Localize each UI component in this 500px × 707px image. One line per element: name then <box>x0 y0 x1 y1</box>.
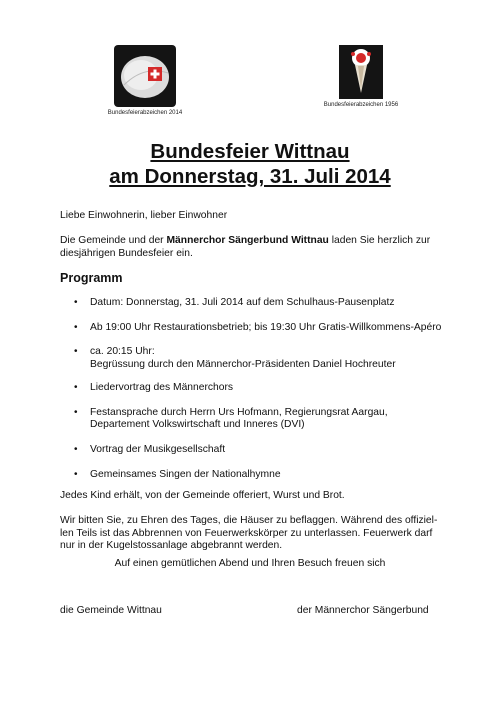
bullet-icon: • <box>74 297 78 308</box>
badge-2014-caption: Bundesfeierabzeichen 2014 <box>107 110 183 116</box>
intro-after: laden Sie herzlich zur diesjährigen Bundesfeier ein. <box>60 235 431 259</box>
closing-line: Auf einen gemütlichen Abend und Ihren Besuch freuen sich <box>114 558 386 569</box>
list-item-text-2: Begrüssung durch den Männerchor-Präsidenten Daniel Hochreuter <box>90 358 396 370</box>
list-item-text: ca. 20:15 Uhr: <box>90 346 155 357</box>
request-line-2: len Teils ist das Abbrennen von Feuerwerkskörper zu unterlassen. Feuerwerk darf <box>60 527 433 539</box>
list-item <box>60 469 452 482</box>
badge-1956-caption: Bundesfeierabzeichen 1956 <box>323 102 399 108</box>
list-item <box>60 322 452 335</box>
bullet-icon: • <box>74 321 78 333</box>
bullet-icon: • <box>74 443 78 455</box>
title-line-1: Bundesfeier Wittnau <box>150 140 350 163</box>
list-item-text: Vortrag der Musikgesellschaft <box>90 443 226 455</box>
request-paragraph <box>60 515 452 553</box>
bullet-icon: • <box>74 346 78 357</box>
programm-heading: Programm <box>60 271 123 285</box>
signature-left: die Gemeinde Wittnau <box>60 605 162 616</box>
greeting: Liebe Einwohnerin, lieber Einwohner <box>60 210 228 221</box>
list-item-text: Ab 19:00 Uhr Restaurationsbetrieb; bis 19:30 Uhr Gratis-Willkommens-Apéro <box>90 321 442 333</box>
badge-2014-image <box>114 45 176 107</box>
list-item-text: Datum: Donnerstag, 31. Juli 2014 auf dem Schulhaus-Pausenplatz <box>90 297 395 308</box>
list-item <box>60 407 452 432</box>
programm-list <box>60 297 452 482</box>
signature-right: der Männerchor Sängerbund <box>297 605 429 616</box>
badge-1956 <box>302 45 420 108</box>
intro-bold: Männerchor Sängerbund Wittnau <box>166 235 329 246</box>
footnote: Jedes Kind erhält, von der Gemeinde offeriert, Wurst und Brot. <box>60 490 345 501</box>
bullet-icon: • <box>74 406 78 418</box>
bullet-icon: • <box>74 382 78 393</box>
request-line-1: Wir bitten Sie, zu Ehren des Tages, die Häuser zu beflaggen. Während des offiziel- <box>60 515 438 526</box>
list-item <box>60 346 452 371</box>
list-item-text-2: Departement Volkswirtschaft und Inneres (DVI) <box>90 419 305 430</box>
badge-2014 <box>85 45 205 116</box>
intro-before: Die Gemeinde und der <box>60 235 167 246</box>
list-item <box>60 444 452 457</box>
list-item-text: Festansprache durch Herrn Urs Hofmann, Regierungsrat Aargau, <box>90 406 388 418</box>
request-line-3: nur in der Kugelstossanlage abgebrannt werden. <box>60 540 283 551</box>
list-item <box>60 382 452 395</box>
badge-1956-image <box>339 45 383 99</box>
intro-paragraph <box>60 235 452 260</box>
list-item-text: Liedervortrag des Männerchors <box>90 382 234 393</box>
bullet-icon: • <box>74 469 78 480</box>
title-line-2: am Donnerstag, 31. Juli 2014 <box>109 165 391 188</box>
list-item <box>60 297 452 310</box>
page-title <box>0 139 500 189</box>
list-item-text: Gemeinsames Singen der Nationalhymne <box>90 469 281 480</box>
